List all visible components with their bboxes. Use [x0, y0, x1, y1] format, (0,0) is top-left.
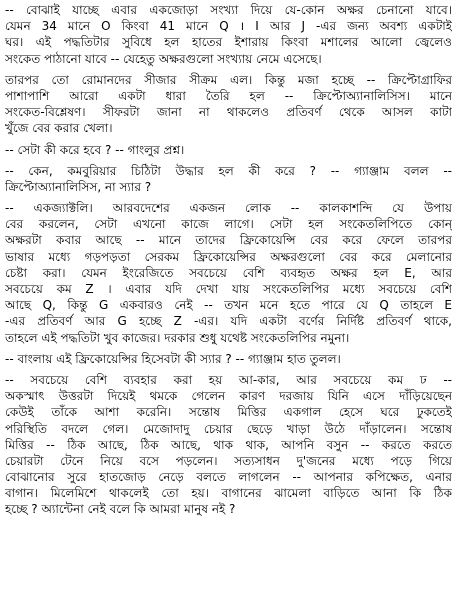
text-line: চেষ্টা করা। যেমন ইংরেজিতে সবচেয়ে বেশি ব্যবহৃত অক্ষর হল E, আর [5, 265, 452, 280]
paragraph [5, 372, 452, 518]
paragraph [5, 72, 452, 137]
text-line: চেয়ারটা টেনে নিয়ে বসে পড়লেন। সত্যসাধন দু'জনের মধ্যে পড়ে গিয়ে [5, 453, 452, 468]
text-line: অকস্মাৎ উত্তরটা দিয়েই থমকে গেলেন কারণ দরজায় যিনি এসে দাঁড়িয়েছেন [5, 389, 452, 404]
text-line: হচ্ছে ? অ্যান্টেনা নেই বলে কি আমরা মানুষ নই ? [5, 502, 236, 517]
text-line: বের করলেন, সেটা এখনো কাজে লাগে। সেটা হল সংকেতলিপিতে কোন্ [5, 217, 452, 232]
paragraph [5, 163, 452, 195]
text-line: কেউই তাঁকে আশা করেনি। সন্তোষ মিত্তির একগাল হেসে ঘরে ঢুকতেই [5, 405, 452, 420]
text-line: ভাষার মধ্যে গড়পড়তা সেরকম ফ্রিকোয়েন্সির অক্ষরগুলো বের করে মেলানোর [5, 249, 452, 264]
paragraph [5, 142, 452, 158]
paragraph [5, 351, 452, 367]
text-line: সংকেত পাঠানো যাবে -- যেহেতু অক্ষরগুলো সংখ্যায় নেমে এসেছে। [5, 51, 322, 66]
text-line: ক্রিপ্টোঅ্যানালিসিস, না স্যার ? [5, 179, 152, 194]
text-line: -এর প্রতিবর্ণ আর G হচ্ছে Z -এর। যদি একটা বর্ণের নির্দিষ্ট প্রতিবর্ণ থাকে, [5, 314, 452, 329]
text-line: -- সেটা কী করে হবে ? -- গাংলুর প্রশ্ন। [5, 142, 185, 157]
text-line: বাগান। মিলেমিশে থাকলেই তো হয়। বাগানের ঝামেলা বাড়িতে আনা কি ঠিক [5, 486, 452, 501]
text-line: -- কেন, কমবুরিয়ার চিঠিটা উদ্ধার হল কী করে ? -- গ্যাঞ্জাম বলল -- [5, 163, 452, 178]
text-line: তারপর তো রোমানদের সীজার সীক্রম এল। কিন্তু মজা হচ্ছে -- ক্রিপ্টোগ্রাফির [5, 72, 452, 87]
text-line: বোঝানোর সুরে হাতজোড় নেড়ে বলতে লাগলেন -- আপনার কপিক্ষেত, এনার [5, 470, 452, 485]
text-line: সবচেয়ে কম Z । এবার যদি দেখা যায় সংকেতলিপির মধ্যে সবচেয়ে বেশি [5, 282, 452, 296]
text-line: আছে Q, কিন্তু G একবারও নেই -- তখন মনে হতে পারে যে Q তাহলে E [5, 298, 452, 313]
text-line: -- সবচেয়ে বেশি ব্যবহার করা হয় আ-কার, আর সবচেয়ে কম ঢ -- [5, 372, 452, 387]
text-line: -- একজ্যাক্টলি। আরবদেশের একজন লোক -- কালকাশন্দি যে উপায় [5, 201, 452, 216]
text-line: মিত্তির -- ঠিক আছে, ঠিক আছে, থাক থাক, আপনি বসুন -- করতে করতে [5, 437, 452, 452]
text-line: -- বোঝাই যাচ্ছে এবার একজোড়া সংখ্যা দিয়ে যে-কোন অক্ষর চেনানো যাবে। [5, 3, 452, 17]
text-line: যেমন 34 মানে O কিংবা 41 মানে Q । I আর J -এর জন্য অবশ্য একটাই [5, 19, 452, 34]
text-line: -- বাংলায় এই ফ্রিকোয়েন্সির হিসেবটা কী স্যার ? -- গ্যাঞ্জাম হাত তুলল। [5, 351, 341, 366]
text-line: পাশাপাশি আরো একটা ধারা তৈরি হল -- ক্রিপ্টোঅ্যানালিসিস। মানে [5, 88, 452, 103]
text-line: অক্ষরটা কবার আছে -- মানে তাদের ফ্রিকোয়েন্সি বের করে ফেলে তারপর [5, 233, 452, 248]
paragraph [5, 2, 452, 67]
text-line: ঘর। এই পদ্ধতিটার সুবিধে হল হাতের ইশারায় কিংবা মশালের আলো জ্বেলেও [5, 35, 452, 50]
text-line: সংকেত-বিশ্লেষণ। সীফরটা জানা না থাকলেও প্রতিবর্ণ থেকে আসল কাটা [5, 105, 452, 120]
text-line: পরিস্থিতি বদলে গেল। মেজোদাদু চেয়ার ছেড়ে খাড়া উঠে দাঁড়ালেন। সন্তোষ [5, 421, 452, 436]
text-line: খুঁজে বের করার খেলা। [5, 121, 113, 136]
paragraph [5, 200, 452, 346]
text-line: তাহলে এই পদ্ধতিটা খুব কাজের। দরকার শুধু যথেষ্ট সংকেতলিপির নমুনা। [5, 330, 350, 345]
